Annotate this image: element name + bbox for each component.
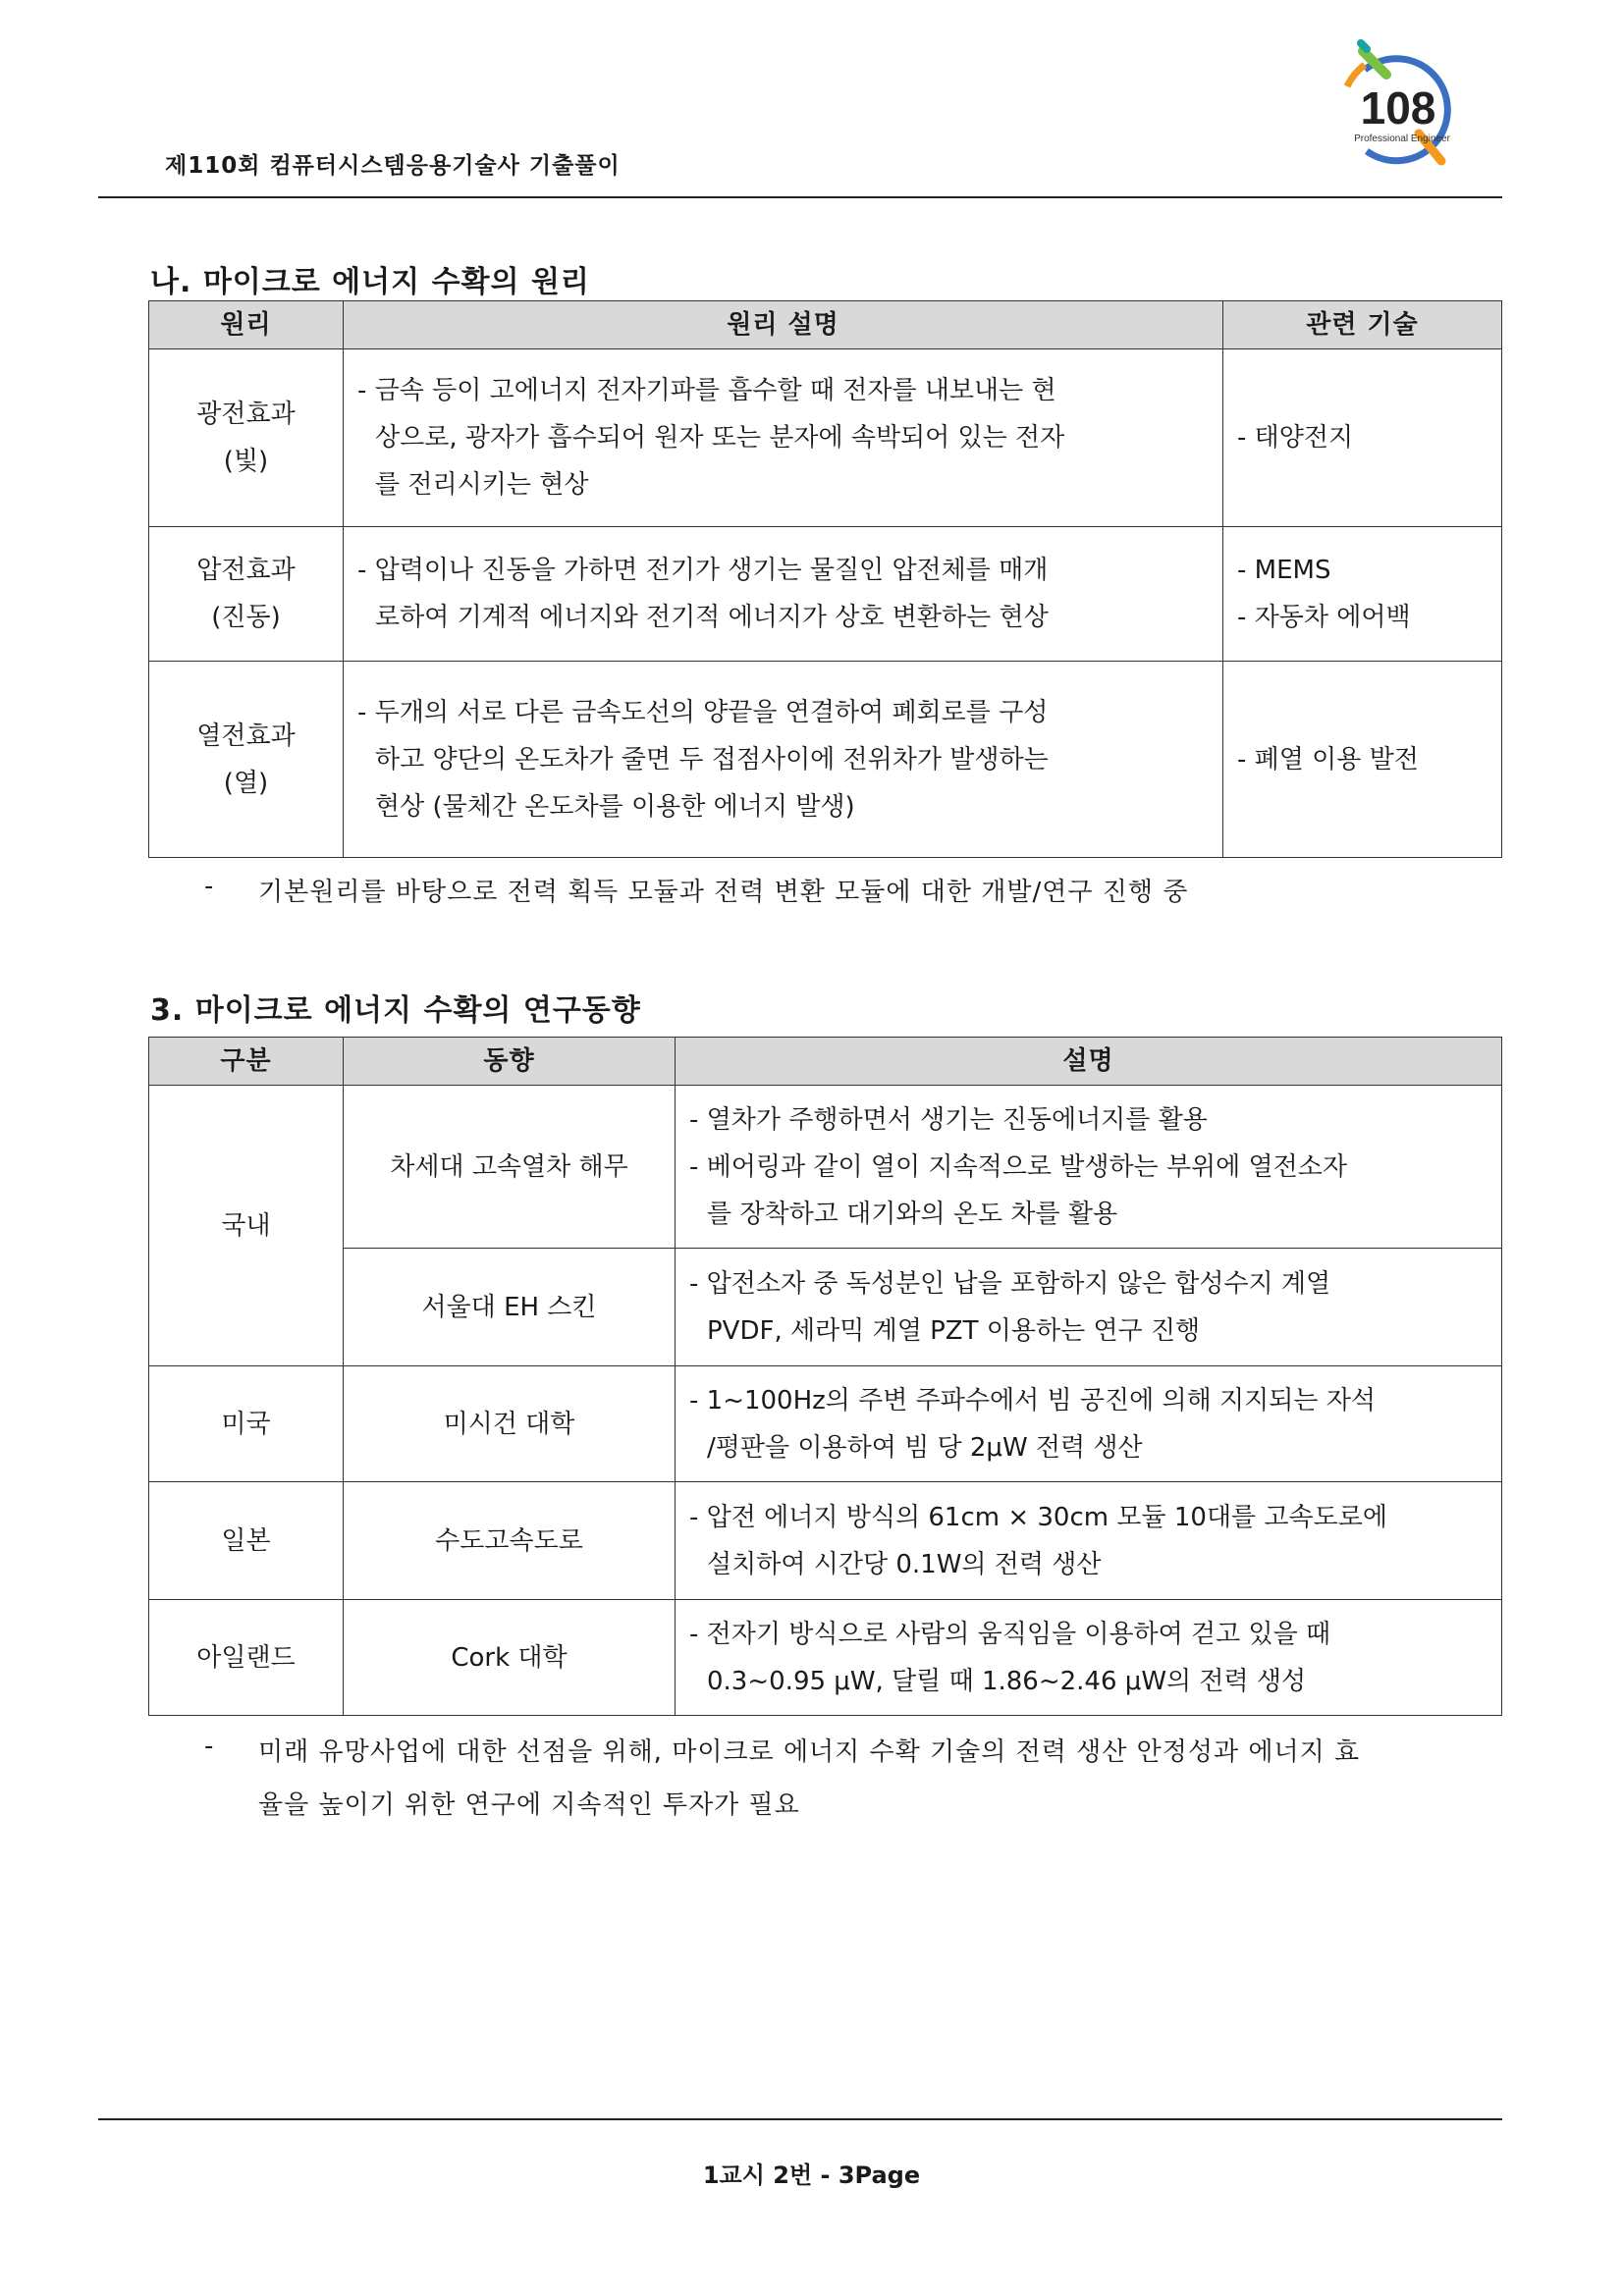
tech-cell <box>1223 662 1502 858</box>
table-row <box>149 1249 1502 1366</box>
description-line: 로하여 기계적 에너지와 전기적 에너지가 상호 변환하는 현상 <box>375 603 1049 632</box>
trends-note-line-2: 율을 높이기 위한 연구에 지속적인 투자가 필요 <box>258 1790 800 1820</box>
logo-number: 108 <box>1360 82 1436 133</box>
header-description: 설명 <box>676 1038 1502 1086</box>
table-header-row <box>149 1038 1502 1086</box>
description-line: - 1~100Hz의 주변 주파수에서 빔 공진에 의해 지지되는 자석 <box>689 1385 1376 1415</box>
table-row <box>149 1600 1502 1716</box>
tech-item: - 자동차 에어백 <box>1237 603 1411 632</box>
tech-item: - MEMS <box>1237 556 1331 585</box>
description-cell <box>676 1482 1502 1600</box>
section-title-research-trends: 3. 마이크로 에너지 수확의 연구동향 <box>150 993 641 1028</box>
table-row <box>149 662 1502 858</box>
description-line: - 열차가 주행하면서 생기는 진동에너지를 활용 <box>689 1104 1208 1135</box>
table-row <box>149 1366 1502 1482</box>
description-cell <box>676 1249 1502 1366</box>
pe-108-logo <box>1325 35 1473 183</box>
tech-item: - 태양전지 <box>1237 423 1354 453</box>
description-line: 를 전리시키는 현상 <box>375 470 589 500</box>
header-description: 원리 설명 <box>344 301 1223 349</box>
principle-source: (진동) <box>211 603 281 632</box>
trend-cell: Cork 대학 <box>344 1600 676 1716</box>
principle-cell <box>149 349 344 527</box>
table-header-row <box>149 301 1502 349</box>
page-footer: 1교시 2번 - 3Page <box>702 2162 921 2189</box>
document-header-title: 제110회 컴퓨터시스템응용기술사 기출풀이 <box>165 153 621 179</box>
region-cell: 일본 <box>149 1482 344 1600</box>
description-cell <box>344 349 1223 527</box>
principle-source: (빛) <box>223 447 269 476</box>
note-dash: - <box>204 1732 214 1761</box>
description-line: 설치하여 시간당 0.1W의 전력 생산 <box>707 1549 1102 1579</box>
tech-item: - 폐열 이용 발전 <box>1237 744 1419 774</box>
description-line: - 두개의 서로 다른 금속도선의 양끝을 연결하여 폐회로를 구성 <box>357 697 1049 727</box>
table-row <box>149 1086 1502 1249</box>
description-line: 현상 (물체간 온도차를 이용한 에너지 발생) <box>375 791 855 822</box>
tech-cell <box>1223 527 1502 662</box>
description-line: 하고 양단의 온도차가 줄면 두 접점사이에 전위차가 발생하는 <box>375 744 1049 774</box>
description-line: - 압전소자 중 독성분인 납을 포함하지 않은 합성수지 계열 <box>689 1268 1331 1299</box>
principle-cell <box>149 662 344 858</box>
tech-cell <box>1223 349 1502 527</box>
description-line: - 금속 등이 고에너지 전자기파를 흡수할 때 전자를 내보내는 현 <box>357 376 1056 405</box>
description-line: /평판을 이용하여 빔 당 2μW 전력 생산 <box>707 1432 1143 1463</box>
description-cell <box>676 1600 1502 1716</box>
table-row <box>149 527 1502 662</box>
footer-rule <box>98 2118 1502 2120</box>
principle-name: 열전효과 <box>196 721 296 751</box>
table-row <box>149 349 1502 527</box>
header-category: 구분 <box>149 1038 344 1086</box>
trend-cell: 미시건 대학 <box>344 1366 676 1482</box>
note-dash: - <box>204 872 214 901</box>
principle-name: 광전효과 <box>196 400 296 429</box>
description-line: 를 장착하고 대기와의 온도 차를 활용 <box>707 1199 1118 1229</box>
principles-note: 기본원리를 바탕으로 전력 획득 모듈과 전력 변환 모듈에 대한 개발/연구 진행 중 <box>258 878 1189 907</box>
trend-cell: 수도고속도로 <box>344 1482 676 1600</box>
description-cell <box>344 527 1223 662</box>
principle-cell <box>149 527 344 662</box>
description-cell <box>344 662 1223 858</box>
region-cell: 미국 <box>149 1366 344 1482</box>
logo-text: Professional Engineer <box>1354 133 1450 144</box>
section-title-principles: 나. 마이크로 에너지 수확의 원리 <box>150 265 590 299</box>
region-cell: 아일랜드 <box>149 1600 344 1716</box>
principles-table <box>148 300 1502 858</box>
description-line: 0.3~0.95 μW, 달릴 때 1.86~2.46 μW의 전력 생성 <box>707 1666 1307 1696</box>
principle-name: 압전효과 <box>196 556 296 585</box>
header-principle: 원리 <box>149 301 344 349</box>
description-line: - 전자기 방식으로 사람의 움직임을 이용하여 걷고 있을 때 <box>689 1619 1331 1649</box>
table-row <box>149 1482 1502 1600</box>
trend-cell: 서울대 EH 스킨 <box>344 1249 676 1366</box>
description-line: - 압전 에너지 방식의 61cm × 30cm 모듈 10대를 고속도로에 <box>689 1502 1388 1532</box>
description-cell <box>676 1366 1502 1482</box>
header-related-tech: 관련 기술 <box>1223 301 1502 349</box>
description-line: - 베어링과 같이 열이 지속적으로 발생하는 부위에 열전소자 <box>689 1151 1348 1182</box>
description-line: - 압력이나 진동을 가하면 전기가 생기는 물질인 압전체를 매개 <box>357 556 1049 585</box>
logo-teal-dot <box>1361 43 1367 49</box>
principle-source: (열) <box>223 768 269 798</box>
description-line: PVDF, 세라믹 계열 PZT 이용하는 연구 진행 <box>707 1315 1201 1346</box>
research-trends-table <box>148 1037 1502 1716</box>
description-cell <box>676 1086 1502 1249</box>
trend-cell: 차세대 고속열차 해무 <box>344 1086 676 1249</box>
header-trend: 동향 <box>344 1038 676 1086</box>
region-cell: 국내 <box>149 1086 344 1366</box>
description-line: 상으로, 광자가 흡수되어 원자 또는 분자에 속박되어 있는 전자 <box>375 423 1065 453</box>
trends-note-line-1: 미래 유망사업에 대한 선점을 위해, 마이크로 에너지 수확 기술의 전력 생산 안정성과 에너지 효 <box>258 1737 1361 1767</box>
header-rule <box>98 196 1502 198</box>
